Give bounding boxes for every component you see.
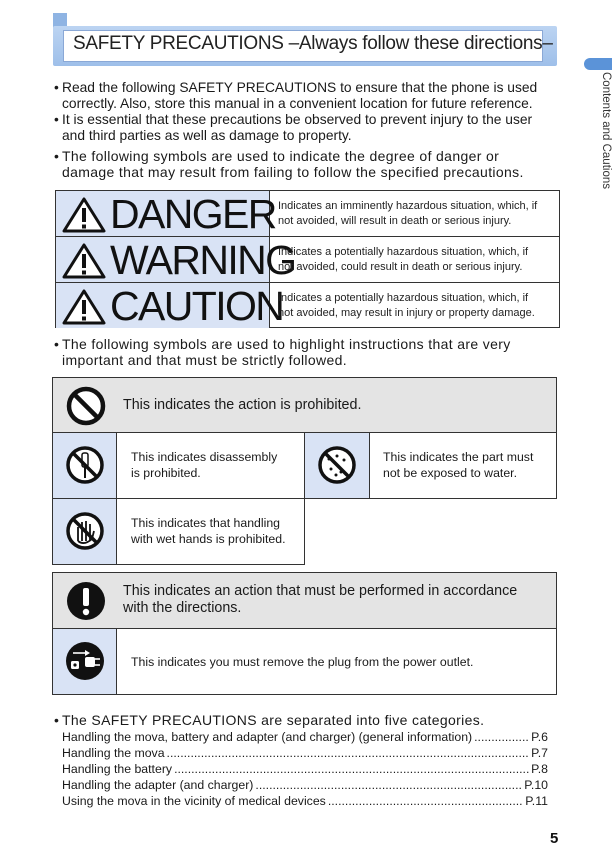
unplug-icon [65, 641, 105, 681]
caution-word: CAUTION [110, 283, 284, 329]
bullet-line: damage that may result from failing to follow the specified precautions. [62, 164, 524, 180]
bullet-dot: • [54, 712, 60, 728]
text-line: This indicates disassembly [131, 450, 278, 464]
description-line: Indicates an imminently hazardous situation, which, if [278, 200, 538, 212]
category-label: Handling the battery [62, 762, 173, 776]
icon-cell [305, 433, 370, 498]
caution-label-cell [56, 283, 284, 329]
bullet-line: Read the following SAFETY PRECAUTIONS to ensure that the phone is used [62, 80, 538, 95]
no-water-icon [317, 445, 357, 485]
text-line: This indicates the part must [383, 450, 534, 464]
prohibited-detail-row [52, 432, 557, 499]
intro-bullet [54, 112, 554, 144]
mandatory-icon [65, 580, 107, 622]
text-line: is prohibited. [131, 466, 201, 480]
dot-leader [328, 793, 523, 809]
bullet-line: The following symbols are used to highlight instructions that are very [62, 336, 511, 352]
warning-label-cell [56, 237, 296, 283]
bullet-dot: • [54, 148, 60, 164]
category-label: Using the mova in the vicinity of medical devices [62, 794, 326, 808]
no-wet-hands-text [131, 515, 285, 547]
text-line: with the directions. [123, 600, 242, 616]
text-line: This indicates an action that must be performed in accordance [123, 583, 518, 599]
mandatory-header-text [123, 583, 517, 617]
page-title: SAFETY PRECAUTIONS –Always follow these directions– [73, 33, 553, 54]
category-page: P.7 [531, 746, 548, 760]
description-line: not avoided, may result in injury or property damage. [278, 306, 535, 319]
bullet-dot: • [54, 80, 59, 95]
description-line: not avoided, will result in death or serious injury. [278, 214, 512, 227]
category-page: P.10 [524, 778, 548, 792]
description-line: Indicates a potentially hazardous situation, which, if [278, 246, 529, 258]
intro-bullet [54, 148, 559, 180]
text-line: with wet hands is prohibited. [131, 532, 286, 546]
prohibited-icon [65, 385, 107, 427]
bullet-dot: • [54, 112, 59, 127]
warning-row [56, 236, 559, 282]
dot-leader [255, 777, 522, 793]
bullet-dot: • [54, 336, 60, 352]
bullet-line: and third parties as well as damage to property. [62, 128, 352, 143]
caution-description [278, 291, 556, 320]
danger-row [56, 191, 559, 237]
side-tab-label: Contents and Cautions [600, 72, 612, 189]
no-disassembly-icon [65, 445, 105, 485]
text-line: not be exposed to water. [383, 466, 517, 480]
category-label: Handling the adapter (and charger) [62, 778, 254, 792]
no-water-text [383, 449, 533, 481]
page-number: 5 [550, 830, 559, 847]
warning-word: WARNING [110, 237, 296, 283]
row-divider [53, 628, 556, 629]
intro-bullet [54, 80, 554, 112]
category-page: P.8 [531, 762, 548, 776]
category-item[interactable] [62, 761, 548, 777]
description-line: Indicates a potentially hazardous situation, which, if [278, 292, 529, 304]
warning-description [278, 245, 556, 274]
category-page: P.11 [525, 794, 548, 808]
bullet-line: The following symbols are used to indicate the degree of danger or [62, 148, 500, 164]
category-item[interactable] [62, 777, 548, 793]
danger-level-table [55, 190, 560, 328]
prohibited-wet-hands-row [52, 498, 305, 565]
no-wet-hands-icon [65, 511, 105, 551]
bullet-line: correctly. Also, store this manual in a convenient location for future reference. [62, 96, 533, 111]
icon-cell [53, 499, 117, 564]
text-line: This indicates that handling [131, 516, 281, 530]
symbols-bullet [54, 336, 559, 368]
categories-bullet [54, 712, 559, 728]
prohibited-header-box [52, 377, 557, 433]
category-item[interactable] [62, 729, 548, 745]
icon-cell [53, 629, 117, 694]
bullet-line: important and that must be strictly followed. [62, 352, 347, 368]
side-tab-marker [584, 58, 612, 70]
category-item[interactable] [62, 745, 548, 761]
category-label: Handling the mova, battery and adapter (and charger) (general information) [62, 730, 473, 744]
category-label: Handling the mova [62, 746, 165, 760]
warning-triangle-icon [62, 243, 106, 279]
bullet-line: The SAFETY PRECAUTIONS are separated into five categories. [62, 712, 485, 728]
danger-word: DANGER [110, 191, 276, 237]
description-line: not avoided, could result in death or serious injury. [278, 260, 523, 273]
dot-leader [474, 729, 529, 745]
dot-leader [174, 761, 529, 777]
danger-description [278, 199, 556, 228]
warning-triangle-icon [62, 289, 106, 325]
bullet-line: It is essential that these precautions be observed to prevent injury to the user [62, 112, 533, 127]
prohibited-header-text: This indicates the action is prohibited. [123, 397, 362, 413]
no-disassembly-text [131, 449, 277, 481]
unplug-text: This indicates you must remove the plug from the power outlet. [131, 655, 474, 669]
caution-row [56, 282, 559, 328]
category-item[interactable] [62, 793, 548, 809]
warning-triangle-icon [62, 197, 106, 233]
danger-label-cell [56, 191, 276, 237]
icon-cell [53, 433, 117, 498]
mandatory-box [52, 572, 557, 695]
dot-leader [167, 745, 530, 761]
category-page: P.6 [531, 730, 548, 744]
